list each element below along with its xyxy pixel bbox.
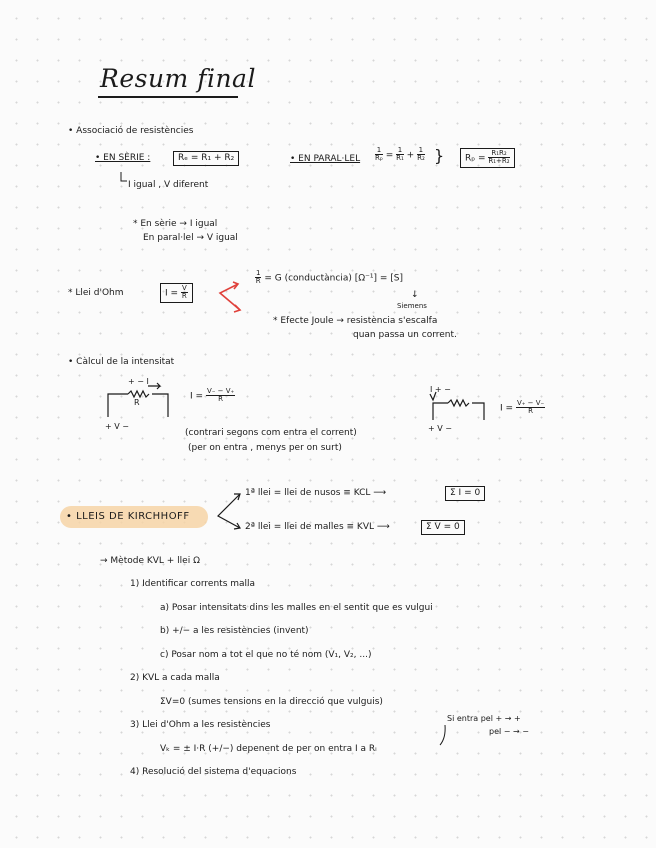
siemens-label: Siemens: [397, 302, 427, 310]
right-circuit: [430, 392, 484, 420]
kirchhoff-law-2: 2ª llei = llei de malles ≡ KVL ⟶: [245, 522, 390, 532]
left-voltage: + V −: [105, 422, 129, 431]
method-step-4: 4) Resolució del sistema d'equacions: [130, 767, 297, 777]
left-polarity: + − I: [128, 377, 149, 386]
siemens-arrow: ↓: [411, 290, 419, 300]
intensity-cond-1: (contrari segons com entra el corrent): [185, 428, 357, 438]
kirchhoff-branches: [218, 494, 240, 529]
intensity-cond-2: (per on entra , menys per on surt): [188, 443, 342, 453]
right-polarity: I + −: [430, 385, 451, 394]
right-voltage: + V −: [428, 424, 452, 433]
kirchhoff-law-1: 1ª llei = llei de nusos ≡ KCL ⟶: [245, 488, 387, 498]
method-step-1c: c) Posar nom a tot el que no té nom (V₁, V₂, ...): [160, 650, 372, 660]
left-circuit: [108, 383, 168, 417]
parallel-formula: Rₚ = $\frac{\text{R₁R₂}}{\text{R₁+R₂}}$: [460, 148, 515, 168]
note-serie: * En sèrie → I igual: [133, 219, 218, 229]
kvl-box: Σ V = 0: [421, 520, 465, 535]
side-note-2: pel − → −: [489, 727, 529, 736]
parallel-equation: $\frac{1}{\text{Rₚ}}$ = $\frac{1}{\text{R₁}}$ + $\frac{1}{\text{R₂}}$: [375, 146, 425, 163]
serie-note: I igual , V diferent: [128, 180, 209, 190]
method-step-2a: ΣV=0 (sumes tensions en la direcció que vulguis): [160, 697, 383, 707]
method-step-2: 2) KVL a cada malla: [130, 673, 220, 683]
parallel-label: • EN PARAL·LEL: [290, 154, 361, 164]
right-equation: I = $\frac{V_+ - V_-}{R}$: [500, 399, 545, 416]
ohm-formula: I = $\frac{V}{R}$: [160, 283, 193, 303]
joule-line-1: * Efecte Joule → resistència s'escalfa: [273, 316, 438, 326]
assoc-heading: • Associació de resistències: [68, 126, 194, 136]
method-step-3: 3) Llei d'Ohm a les resistències: [130, 720, 271, 730]
intensity-heading: • Càlcul de la intensitat: [68, 357, 175, 367]
parallel-brace: }: [434, 146, 445, 165]
kcl-box: Σ I = 0: [445, 486, 485, 501]
serie-hook-arrow: [121, 172, 127, 181]
side-note-arrow: [440, 725, 445, 745]
side-note-1: Si entra pel + → +: [447, 714, 521, 723]
left-equation: I = $\frac{V_- - V_+}{R}$: [190, 387, 235, 404]
joule-line-2: quan passa un corrent.: [353, 330, 457, 340]
page-title: Resum final: [100, 64, 256, 93]
serie-formula: Rₑ = R₁ + R₂: [173, 151, 239, 166]
left-resistor-label: R: [134, 398, 140, 407]
method-step-1a: a) Posar intensitats dins les malles en el sentit que es vulgui: [160, 603, 433, 613]
note-parallel: En paral·lel → V igual: [143, 233, 238, 243]
serie-label: • EN SÈRIE :: [95, 153, 151, 163]
kirchhoff-label: • LLEIS DE KIRCHHOFF: [66, 511, 190, 522]
ohm-red-arrows: [220, 282, 240, 312]
conductance-line: $\frac{1}{R}$ = G (conductància) [Ω⁻¹] = [S]: [255, 269, 403, 286]
method-step-1b: b) +/− a les resistències (invent): [160, 626, 309, 636]
method-step-3a: Vₖ = ± I·R (+/−) depenent de per on entra I a Rᵢ: [160, 744, 377, 754]
method-step-1: 1) Identificar corrents malla: [130, 579, 256, 589]
ohm-label: * Llei d'Ohm: [68, 288, 124, 298]
method-heading: → Mètode KVL + llei Ω: [100, 556, 200, 566]
